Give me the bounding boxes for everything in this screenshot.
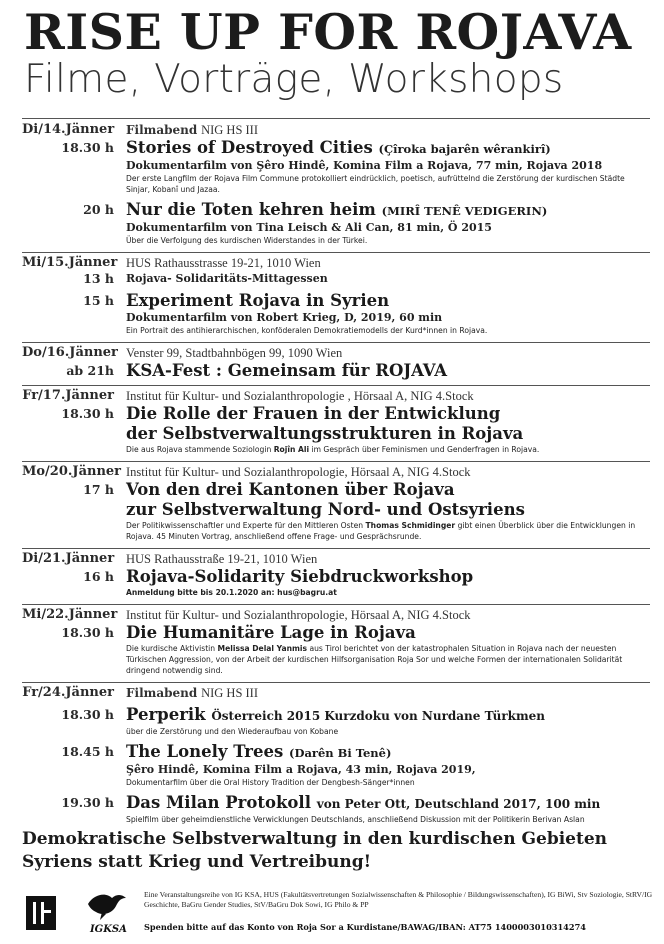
- event-description: Ein Portrait des antihierarchischen, konföderalen Demokratiemodells der Kurd*innen in Rojava.: [126, 326, 488, 335]
- day-block: [22, 548, 650, 604]
- event-time: 19.30 h: [61, 795, 114, 810]
- day-location: Venster 99, Stadtbahnbögen 99, 1090 Wien: [126, 346, 343, 360]
- event-time: 20 h: [83, 202, 114, 217]
- event-title-detail: Österreich 2015 Kurzdoku von Nurdane Türkmen: [211, 709, 546, 723]
- event-title: KSA-Fest : Gemeinsam für ROJAVA: [126, 361, 448, 380]
- donation-info: Spenden bitte auf das Konto von Roja Sor a Kurdistane/BAWAG/IBAN: AT75 1400003010314274: [144, 922, 586, 932]
- event-description: Der Politikwissenschaftler und Experte für den Mittleren Osten: [126, 521, 366, 530]
- igksa-bird-logo-icon: [82, 890, 130, 936]
- day-date: Di/14.Jänner: [22, 122, 115, 137]
- event-time: ab 21h: [66, 363, 114, 378]
- igksa-logo-text: IGKSA: [90, 924, 127, 935]
- day-block: [22, 118, 650, 252]
- event-title-line2: der Selbstverwaltungsstrukturen in Rojava: [126, 424, 524, 443]
- event-description: Spielfilm über geheimdienstliche Verwicklungen Deutschlands, anschließend Diskussion mit der Politikerin Berivan Aslan: [126, 815, 585, 824]
- day-date: Mi/15.Jänner: [22, 255, 118, 270]
- event-description-cont: gibt einen Überblick über die Entwicklungen in Rojava. 45 Minuten Vortrag, anschließend offene Frage- und Gesprächsrunde.: [126, 521, 636, 541]
- day-category: Filmabend: [126, 123, 198, 137]
- speaker-name: Melissa Delal Yanmis: [217, 644, 308, 653]
- event-time: 15 h: [83, 293, 114, 308]
- event-title: Experiment Rojava in Syrien: [126, 291, 390, 310]
- event-time: 18.30 h: [61, 707, 114, 722]
- speaker-name: Thomas Schmidinger: [365, 521, 456, 530]
- event-title: Das Milan Protokoll: [126, 793, 311, 812]
- event-description: über die Zerstörung und den Wiederaufbau von Kobane: [126, 727, 339, 736]
- event-info: Dokumentarfilm von Robert Krieg, D, 2019, 60 min: [126, 311, 443, 324]
- day-location: HUS Rathausstrasse 19-21, 1010 Wien: [126, 256, 321, 270]
- day-block: [22, 385, 650, 461]
- event-title: Die Humanitäre Lage in Rojava: [126, 623, 416, 642]
- day-location: Institut für Kultur- und Sozialanthropologie, Hörsaal A, NIG 4.Stock: [126, 465, 471, 479]
- event-title-detail: von Peter Ott, Deutschland 2017, 100 min: [316, 797, 601, 811]
- event-description: Die aus Rojava stammende Soziologin: [126, 445, 274, 454]
- event-description: Anmeldung bitte bis 20.1.2020 an: hus@bagru.at: [126, 588, 337, 597]
- day-block: [22, 342, 650, 385]
- closing-statement: Demokratische Selbstverwaltung in den kurdischen Gebieten Syriens statt Krieg und Vertreibung!: [22, 829, 608, 872]
- event-title-line2: zur Selbstverwaltung Nord- und Ostsyriens: [126, 500, 525, 519]
- poster-subtitle: Filme, Vorträge, Workshops: [24, 57, 564, 102]
- event-info: Rojava- Solidaritäts-Mittagessen: [126, 272, 328, 285]
- event-description: Die kurdische Aktivistin: [126, 644, 218, 653]
- event-description: Dokumentarfilm über die Oral History Tradition der Dengbesh-Sänger*innen: [126, 778, 415, 787]
- event-description-cont: im Gespräch über Feminismen und Genderfragen in Rojava.: [309, 445, 540, 454]
- day-location: NIG HS III: [201, 686, 259, 700]
- day-date: Mi/22.Jänner: [22, 607, 118, 622]
- day-date: Mo/20.Jänner: [22, 464, 122, 479]
- event-info: Dokumentarfilm von Şêro Hindê, Komina Film a Rojava, 77 min, Rojava 2018: [126, 159, 603, 172]
- organizers-credits: Eine Veranstaltungsreihe von IG KSA, HUS (Fakultätsvertretungen Sozialwissenschaften & Philosophie / Bildungswissenschaften), IG BiWi, Stv Soziologie, StRV/IG Geschichte, BaGru Gender Studies, StV/BaGru Dok Sowi, IG Philo & PP: [144, 890, 653, 909]
- day-location: Institut für Kultur- und Sozialanthropologie, Hörsaal A, NIG 4.Stock: [126, 608, 471, 622]
- event-title: Perperik: [126, 705, 206, 724]
- event-title: Die Rolle der Frauen in der Entwicklung: [126, 404, 501, 423]
- footer: [20, 886, 656, 940]
- event-title: Stories of Destroyed Cities: [126, 138, 373, 157]
- day-block: [22, 682, 650, 825]
- event-time: 18.30 h: [61, 406, 114, 421]
- event-title-sub: (Darên Bi Tenê): [289, 746, 392, 760]
- day-date: Do/16.Jänner: [22, 345, 118, 360]
- event-time: 18.45 h: [61, 744, 114, 759]
- event-description: Der erste Langfilm der Rojava Film Commune protokolliert eindrücklich, poetisch, aufrüttelnd die Zerstörung der kurdischen Städte Sinjar, Kobanî und Jazaa.: [126, 174, 625, 194]
- event-info: Dokumentarfilm von Tina Leisch & Ali Can, 81 min, Ö 2015: [126, 221, 492, 234]
- event-info: Şêro Hindê, Komina Film a Rojava, 43 min, Rojava 2019,: [126, 763, 476, 776]
- day-block: [22, 604, 650, 682]
- event-title: The Lonely Trees: [126, 742, 284, 761]
- day-location: HUS Rathausstraße 19-21, 1010 Wien: [126, 552, 318, 566]
- event-time: 18.30 h: [61, 140, 114, 155]
- event-title-sub: (MIRÎ TENÊ VEDIGERIN): [381, 204, 548, 218]
- event-title: Rojava-Solidarity Siebdruckworkshop: [126, 567, 474, 586]
- event-time: 17 h: [83, 482, 114, 497]
- day-date: Di/21.Jänner: [22, 551, 115, 566]
- event-title-sub: (Çîroka bajarên wêrankirî): [378, 142, 551, 156]
- day-date: Fr/17.Jänner: [22, 388, 114, 403]
- day-category: Filmabend: [126, 686, 198, 700]
- poster-title: RISE UP FOR ROJAVA: [24, 3, 632, 61]
- event-description-cont: aus Tirol berichtet von der katastrophalen Situation in Rojava nach der neuesten Türkischen Aggression, von der Arbeit der kurdischen Hilfsorganisation Roja Sor und welche Formen der internationalen Solidarität dringend notwendig sind.: [126, 644, 623, 675]
- event-title: Von den drei Kantonen über Rojava: [126, 480, 455, 499]
- day-location: NIG HS III: [201, 123, 259, 137]
- ig-logo-icon: [26, 896, 56, 930]
- event-schedule: [0, 118, 664, 825]
- event-time: 18.30 h: [61, 625, 114, 640]
- day-block: [22, 461, 650, 548]
- day-location: Institut für Kultur- und Sozialanthropologie , Hörsaal A, NIG 4.Stock: [126, 389, 474, 403]
- day-date: Fr/24.Jänner: [22, 685, 114, 700]
- event-description: Über die Verfolgung des kurdischen Widerstandes in der Türkei.: [126, 236, 368, 245]
- event-time: 16 h: [83, 569, 114, 584]
- event-title: Nur die Toten kehren heim: [126, 200, 376, 219]
- event-time: 13 h: [83, 271, 114, 286]
- speaker-name: Rojîn Ali: [273, 445, 310, 454]
- day-block: [22, 252, 650, 342]
